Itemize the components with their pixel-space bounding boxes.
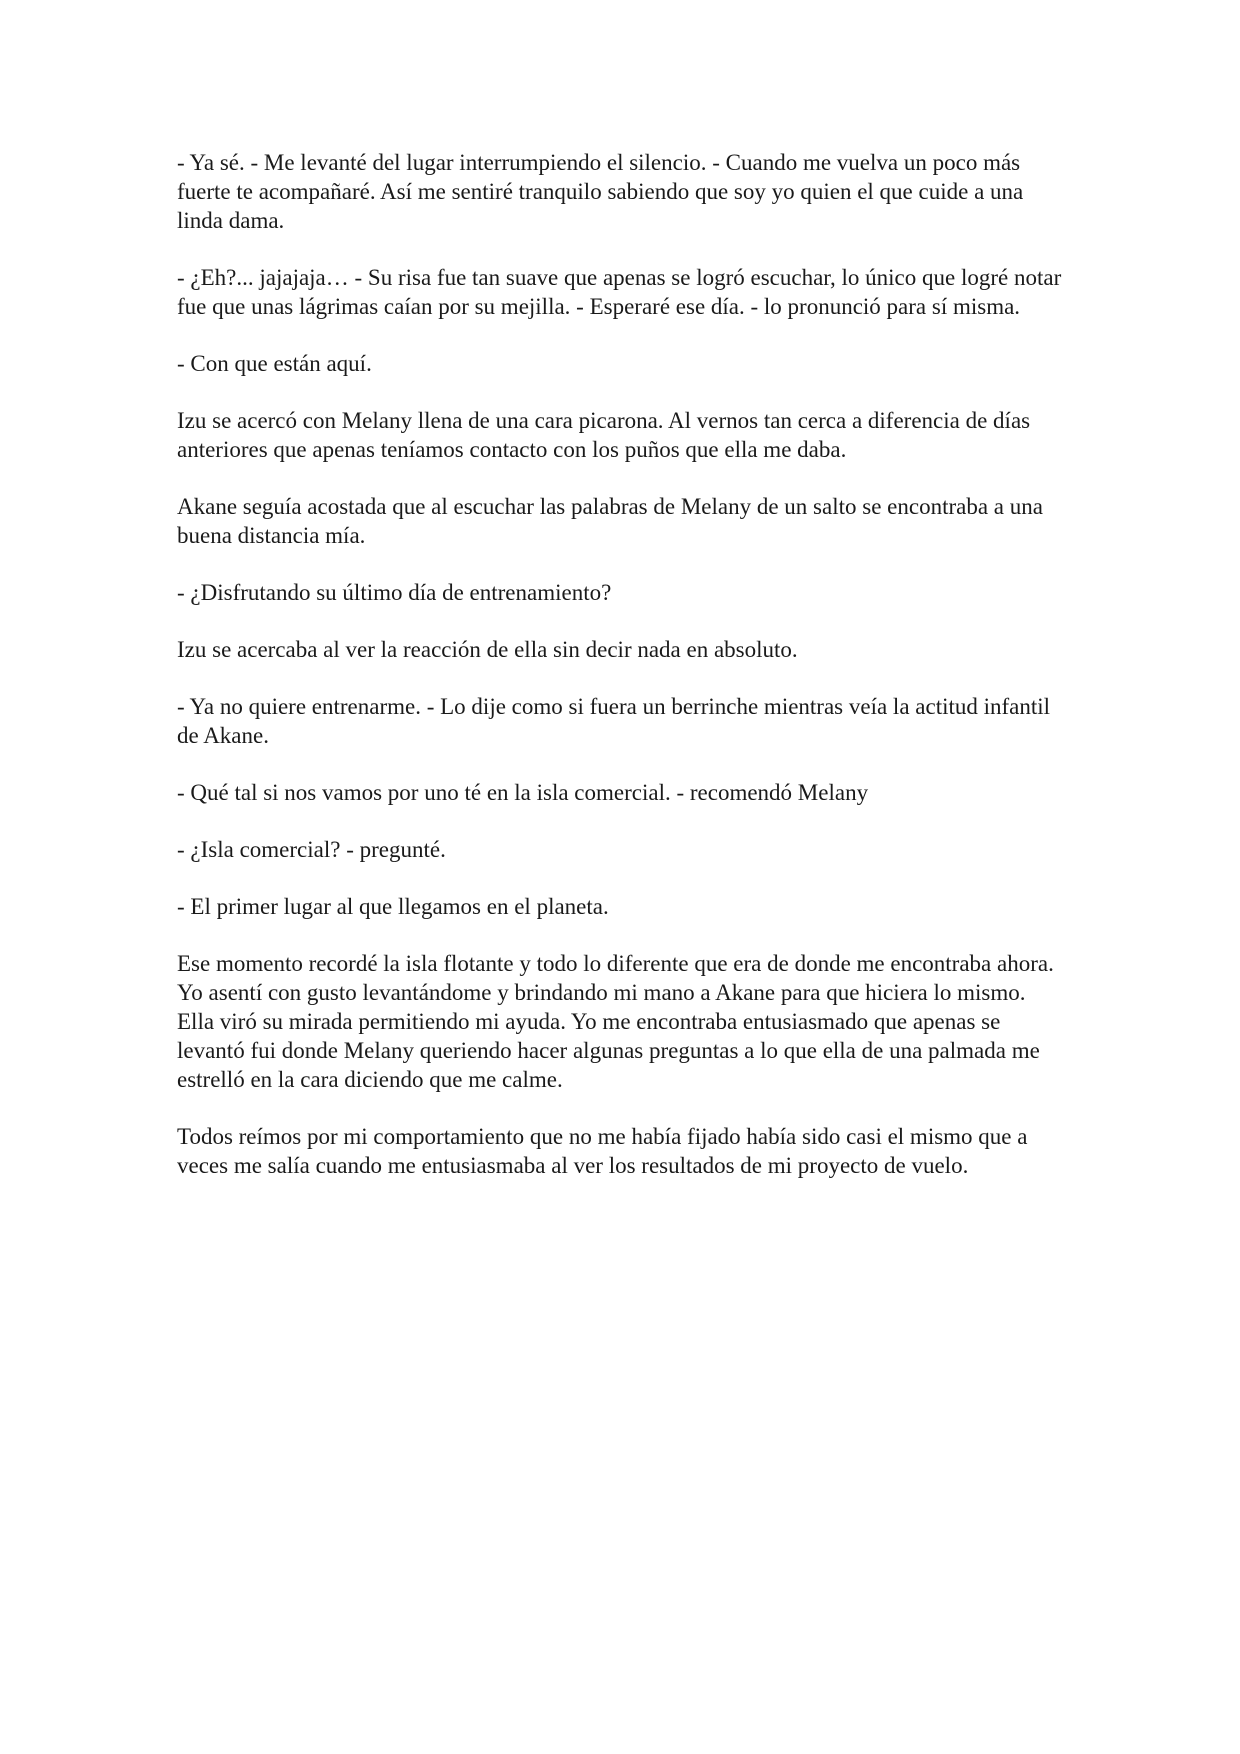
paragraph: Izu se acercaba al ver la reacción de ella sin decir nada en absoluto. [177, 637, 798, 662]
paragraph: - Con que están aquí. [177, 351, 372, 376]
paragraph: - Qué tal si nos vamos por uno té en la isla comercial. - recomendó Melany [177, 780, 869, 805]
paragraph: Todos reímos por mi comportamiento que no me había fijado había sido casi el mismo que a veces me salía cuando me entusiasmaba al ver los resultados de mi proyecto de vuelo. [177, 1124, 1028, 1178]
paragraph: Izu se acercó con Melany llena de una cara picarona. Al vernos tan cerca a diferencia de días anteriores que apenas teníamos contacto con los puños que ella me daba. [177, 408, 1031, 462]
paragraph: - Ya sé. - Me levanté del lugar interrumpiendo el silencio. - Cuando me vuelva un poco más fuerte te acompañaré. Así me sentiré tranquilo sabiendo que soy yo quien el que cuide a una linda dama. [177, 150, 1024, 233]
paragraph: - ¿Disfrutando su último día de entrenamiento? [177, 580, 612, 605]
paragraph: Ese momento recordé la isla flotante y todo lo diferente que era de donde me encontraba ahora. Yo asentí con gusto levantándome y brindando mi mano a Akane para que hiciera lo mismo. Ella viró su mirada permitiendo mi ayuda. Yo me encontraba entusiasmado que apenas se levantó fui donde Melany queriendo hacer algunas preguntas a lo que ella de una palmada me estrelló en la cara diciendo que me calme. [177, 951, 1054, 1092]
paragraph: - El primer lugar al que llegamos en el planeta. [177, 894, 609, 919]
paragraph: - ¿Isla comercial? - pregunté. [177, 837, 446, 862]
paragraph: Akane seguía acostada que al escuchar las palabras de Melany de un salto se encontraba a una buena distancia mía. [177, 494, 1043, 548]
paragraph: - Ya no quiere entrenarme. - Lo dije como si fuera un berrinche mientras veía la actitud infantil de Akane. [177, 694, 1051, 748]
document-body [177, 148, 1067, 1208]
paragraph: - ¿Eh?... jajajaja… - Su risa fue tan suave que apenas se logró escuchar, lo único que logré notar fue que unas lágrimas caían por su mejilla. - Esperaré ese día. - lo pronunció para sí misma. [177, 265, 1062, 319]
